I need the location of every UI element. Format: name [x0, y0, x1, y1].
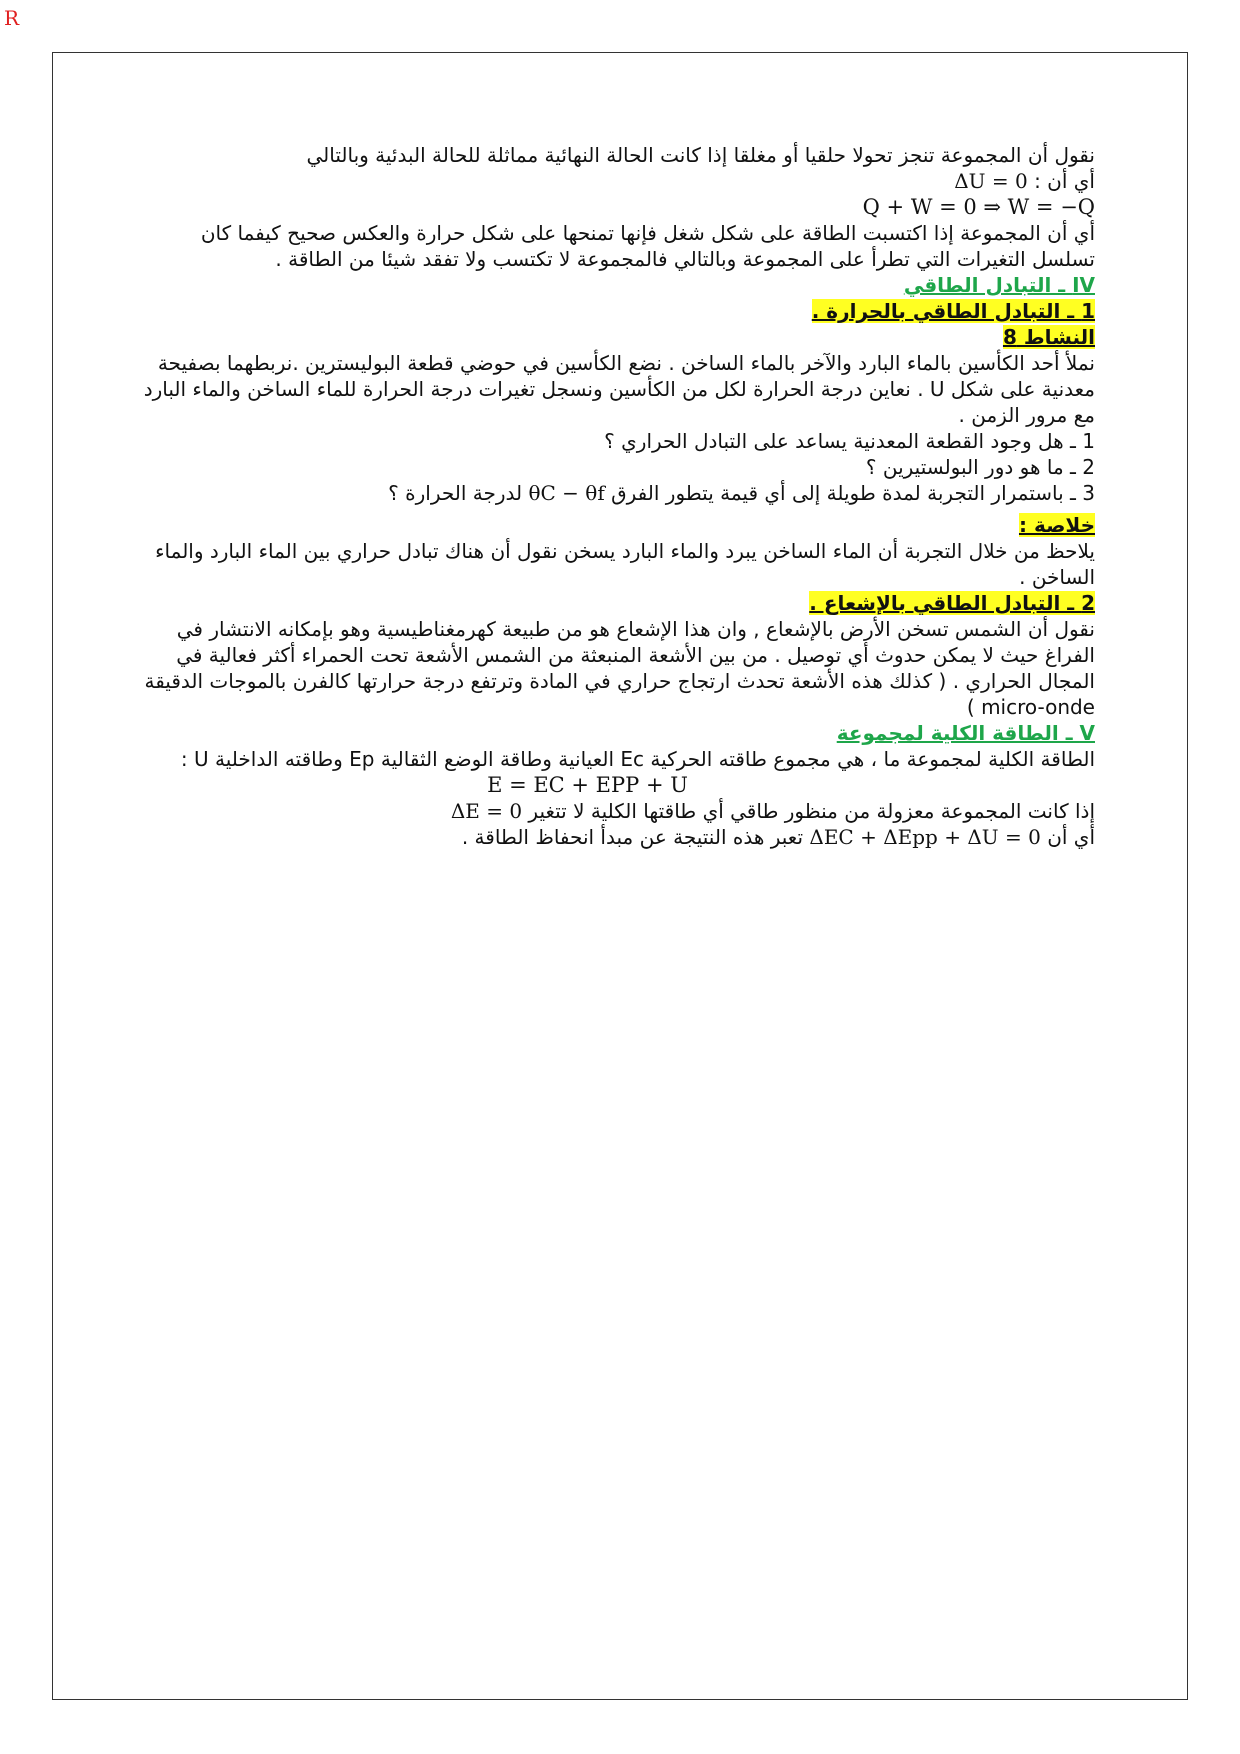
sub1-title	[140, 298, 1095, 324]
section-iv-title: IV ـ التبادل الطاقي	[903, 273, 1095, 297]
conservation-text-a: أي أن	[1047, 825, 1095, 849]
radiation-text-body: نقول أن الشمس تسخن الأرض بالإشعاع , وان هذا الإشعاع هو من طبيعة كهرمغناطيسية وهو بإمكانه الانتشار في الفراغ حيث لا يمكن حدوث أي توصيل . من بين الأشعة المنبعثة من الشمس الأشعة تحت الحمراء أكثر فعالية في المجال الحراري . ( كذلك هذه الأشعة تحدث ارتجاج حراري في المادة وترتفع درجة حرارتها كالفرن بالموجات الدقيقة	[144, 617, 1095, 693]
total-energy-text-c: وطاقته الداخلية U :	[180, 747, 343, 771]
theta-difference: θC − θf	[528, 481, 605, 505]
intro-line-2-text: أي أن :	[1034, 169, 1095, 193]
radiation-close: )	[966, 695, 975, 719]
sub1-title-text: 1 ـ التبادل الطاقي بالحرارة .	[811, 299, 1095, 323]
ep-symbol: Ep	[349, 747, 375, 771]
sub2-title	[140, 590, 1095, 616]
total-energy-text-b: العيانية وطاقة الوضع الثقالية	[380, 747, 615, 771]
conservation-formula: ΔEC + ΔEpp + ΔU = 0	[809, 825, 1041, 849]
summary-title	[140, 512, 1095, 538]
question-1: 1 ـ هل وجود القطعة المعدنية يساعد على التبادل الحراري ؟	[604, 429, 1095, 453]
work-heat-formula: Q + W = 0 ⇒ W = −Q	[862, 195, 1095, 219]
isolated-system-line	[140, 798, 1095, 824]
activity-title-text: النشاط 8	[1002, 325, 1095, 349]
intro-paragraph: أي أن المجموعة إذا اكتسبت الطاقة على شكل شغل فإنها تمنحها على شكل حرارة والعكس صحيح كيفما كان تسلسل التغيرات التي تطرأ على المجموعة وبالتالي فالمجموعة لا تكتسب ولا تفقد شيئا من الطاقة .	[200, 221, 1095, 271]
conservation-line	[140, 824, 1095, 850]
question-3	[140, 480, 1095, 506]
activity-title	[140, 324, 1095, 350]
radiation-text	[140, 616, 1095, 720]
isolated-system-text: إذا كانت المجموعة معزولة من منظور طاقي أي طاقتها الكلية لا تتغير	[528, 799, 1095, 823]
section-v-title: V ـ الطاقة الكلية لمجموعة	[836, 721, 1095, 745]
delta-u-formula: ΔU = 0	[954, 169, 1028, 193]
summary-text: يلاحظ من خلال التجربة أن الماء الساخن يبرد والماء البارد يسخن نقول أن هناك تبادل حراري بين الماء البارد والماء الساخن .	[155, 539, 1095, 589]
conservation-text-b: تعبر هذه النتيجة عن مبدأ انحفاظ الطاقة .	[461, 825, 804, 849]
question-2: 2 ـ ما هو دور البولستيرين ؟	[865, 455, 1095, 479]
intro-line-1: نقول أن المجموعة تنجز تحولا حلقيا أو مغلقا إذا كانت الحالة النهائية مماثلة للحالة البدئية وبالتالي	[306, 143, 1095, 167]
sub2-title-text: 2 ـ التبادل الطاقي بالإشعاع .	[809, 591, 1095, 615]
total-energy-formula: E = EC + EPP + U	[487, 773, 688, 797]
question-3-before: 3 ـ باستمرار التجربة لمدة طويلة إلى أي قيمة يتطور الفرق	[611, 481, 1095, 505]
total-energy-text	[140, 746, 1095, 772]
total-energy-text-a: الطاقة الكلية لمجموعة ما ، هي مجموع طاقته الحركية	[650, 747, 1095, 771]
ec-symbol: Ec	[620, 747, 645, 771]
corner-mark: R	[4, 6, 20, 30]
document-body	[140, 142, 1095, 850]
micro-onde-term: micro-onde	[981, 695, 1095, 719]
activity-text: نملأ أحد الكأسين بالماء البارد والآخر بالماء الساخن . نضع الكأسين في حوضي قطعة البوليسترين .نربطهما بصفيحة معدنية على شكل U . نعاين درجة الحرارة لكل من الكأسين ونسجل تغيرات درجة الحرارة للماء الساخن والماء البارد مع مرور الزمن .	[143, 351, 1095, 427]
intro-line-2	[140, 168, 1095, 194]
delta-e-formula: ΔE = 0	[450, 799, 523, 823]
summary-title-text: خلاصة :	[1018, 513, 1095, 537]
question-3-after: لدرجة الحرارة ؟	[388, 481, 523, 505]
